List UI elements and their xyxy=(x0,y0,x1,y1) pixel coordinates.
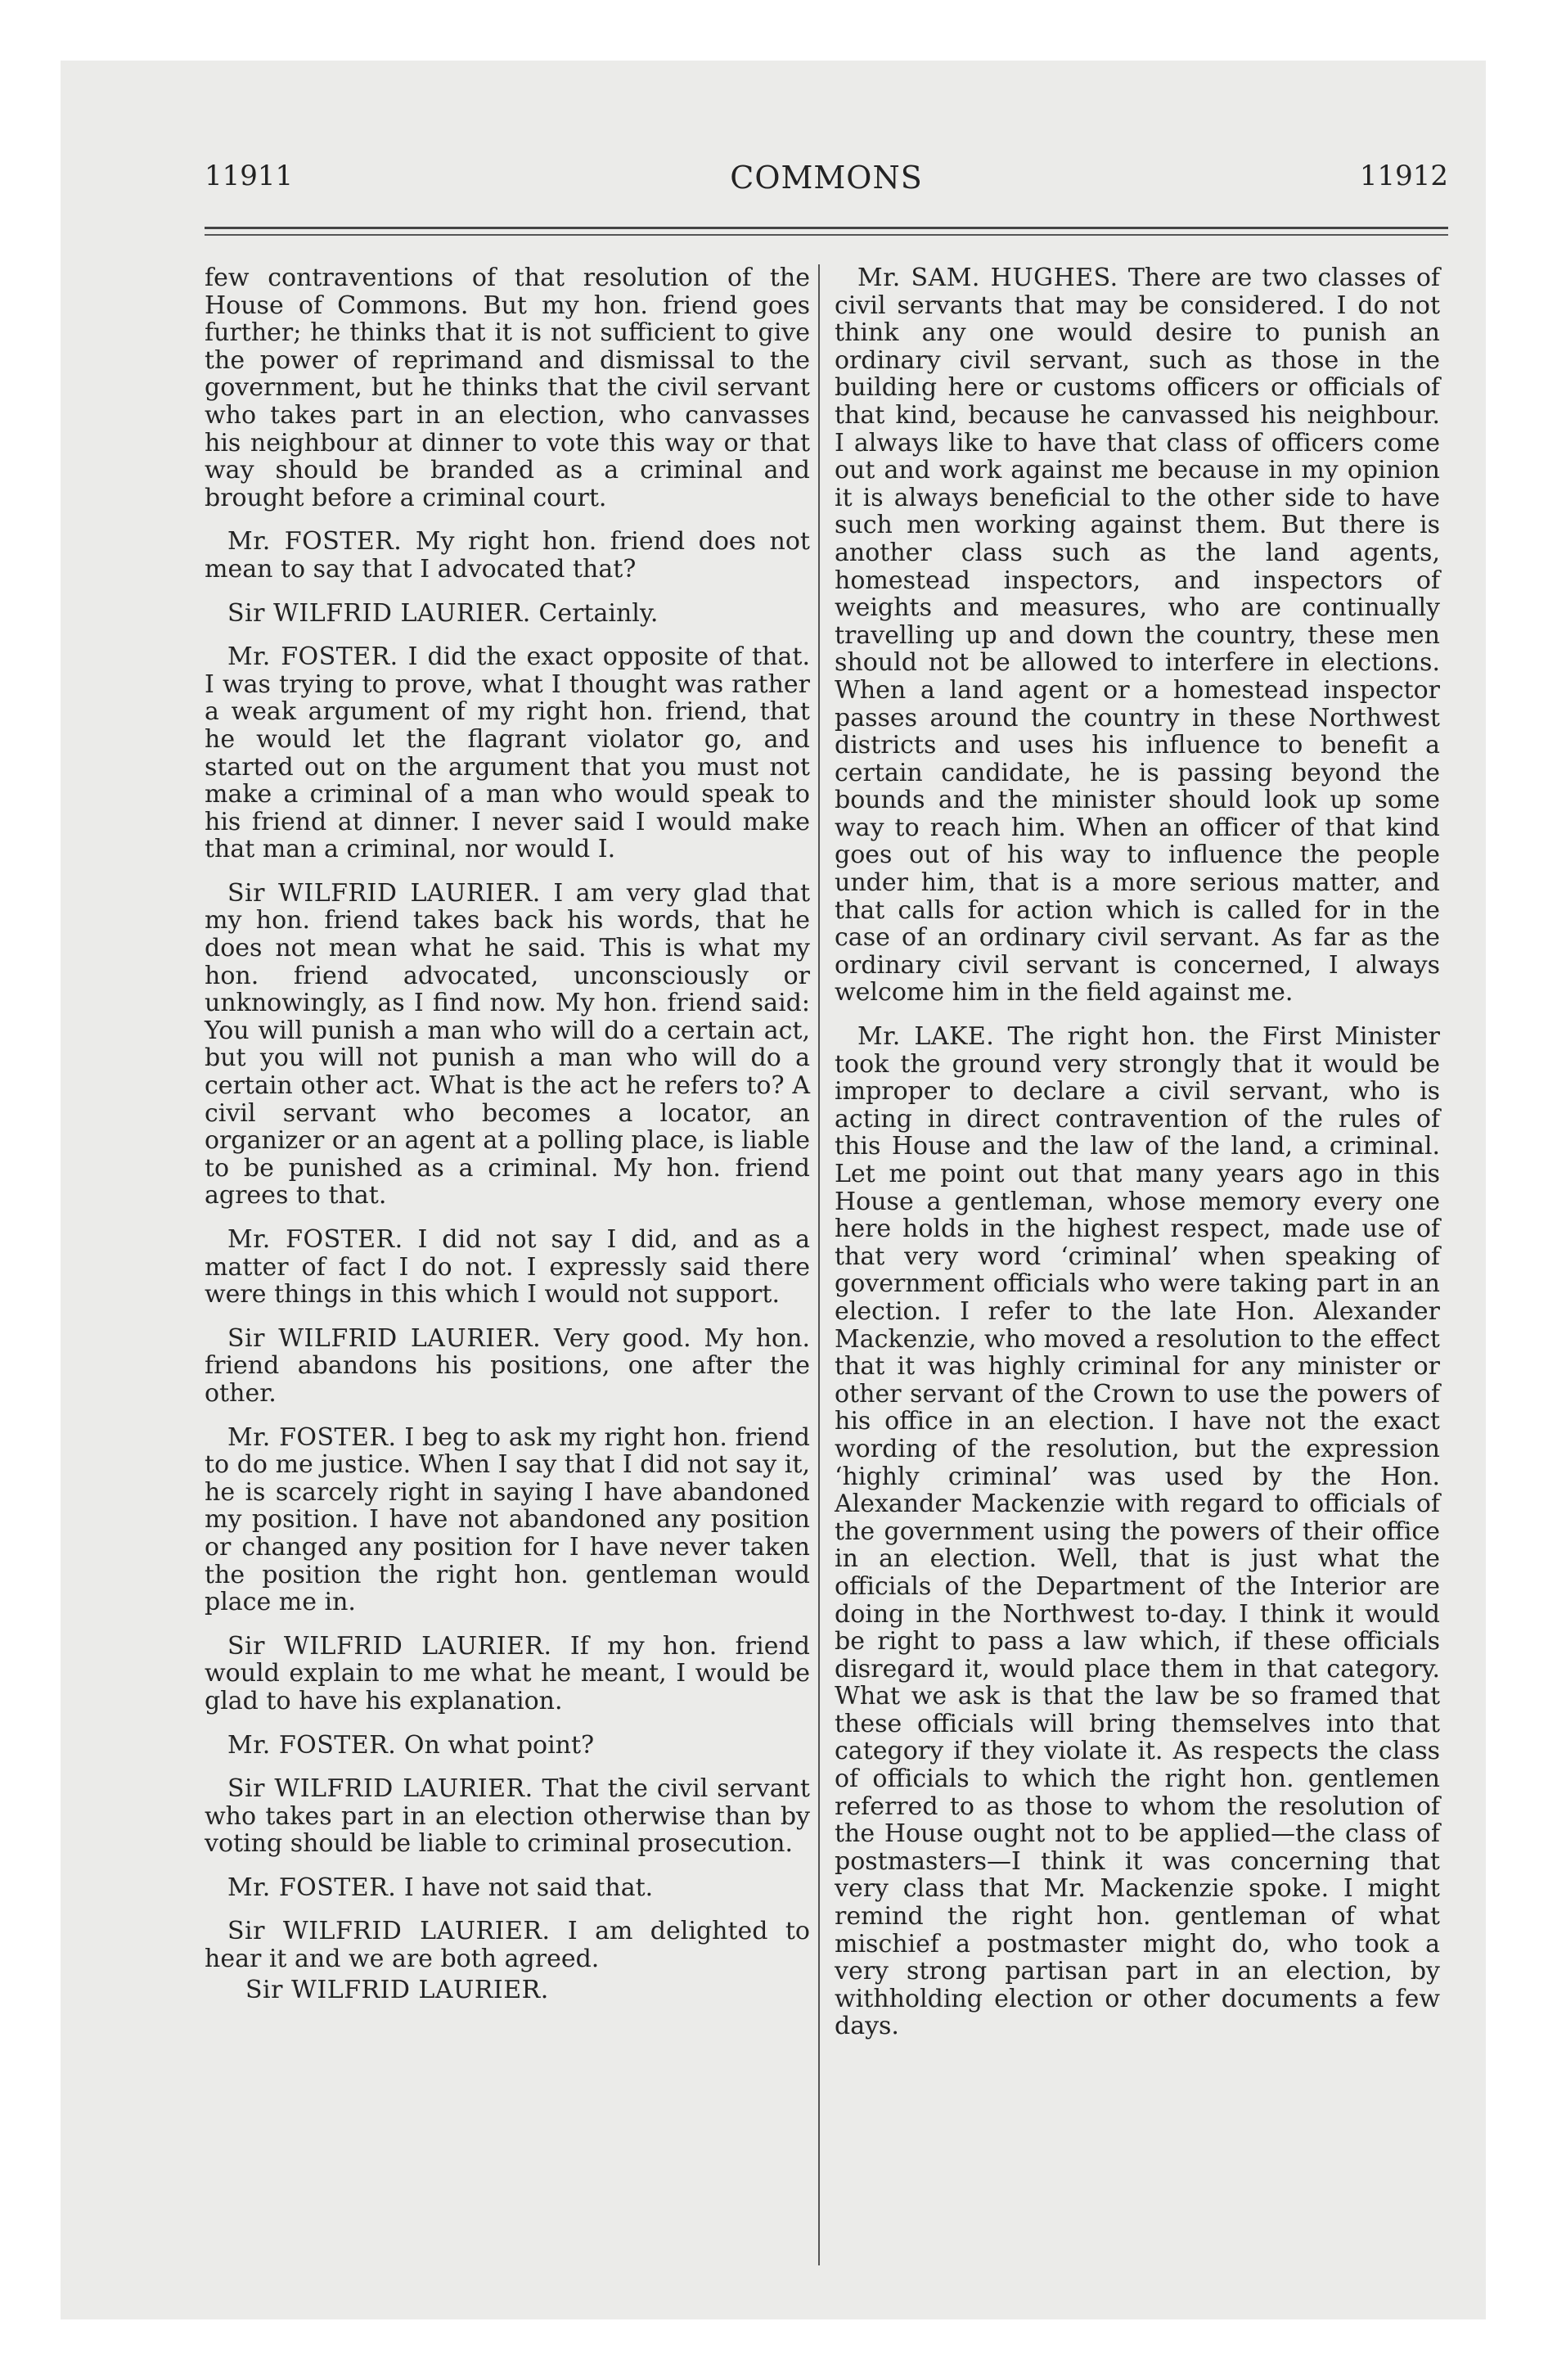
speech-text: On what point? xyxy=(403,1730,595,1760)
speech-text: I did the exact opposite of that. I was trying to prove, what I thought was rather a weak argument of my right hon. friend, that he would let the flagrant violator go, and started out on the argument that you must not make a criminal of a man who would speak to his friend at dinner. I never said I would make that man a criminal, nor would I. xyxy=(205,642,810,864)
paragraph xyxy=(205,1918,810,1972)
speech-text: My right hon. friend does not mean to say that I advocated that? xyxy=(205,527,810,584)
speaker-name: Mr. FOSTER. xyxy=(227,1730,397,1760)
speaker-name: Sir WILFRID LAURIER. xyxy=(227,1631,552,1661)
speaker-name: Mr. SAM. HUGHES. xyxy=(857,264,1118,292)
paragraph xyxy=(205,1325,810,1408)
paragraph xyxy=(205,264,810,512)
speech-text: The right hon. the First Minister took the ground very strongly that it would be improper to declare a civil servant, who is acting in direct contravention of the rules of this House and the law of the land, a criminal. Let me point out that many years ago in this House a gentleman, whose memory every one here holds in the highest respect, made use of that very word ‘criminal’ when speaking of government officials who were taking part in an election. I refer to the late Hon. Alexander Mackenzie, who moved a resolution to the effect that it was highly criminal for any minister or other servant of the Crown to use the powers of his office in an election. I have not the exact wording of the resolution, but the expression ‘highly criminal’ was used by the Hon. Alexander Mackenzie with regard to officials of the government using the powers of their office in an election. Well, that is just what the officials of the Department of the Interior are doing in the Northwest to-day. I think it would be right to pass a law which, if these officials disregard it, would place them in that category. What we ask is that the law be so framed that these officials will bring themselves into that category if they violate it. As respects the class of officials to which the right hon. gentlemen referred to as those to whom the resolution of the House ought not to be applied—the class of postmasters—I think it was concerning that very class that Mr. Mackenzie spoke. I might remind the right hon. gentleman of what mischief a postmaster might do, who took a very strong partisan part in an election, by withholding election or other documents a few days. xyxy=(835,1022,1440,2041)
page-number-left: 11911 xyxy=(205,160,294,192)
paragraph xyxy=(205,1226,810,1309)
speech-text: Very good. My hon. friend abandons his positions, one after the other. xyxy=(205,1323,810,1408)
hansard-page xyxy=(205,160,1448,2271)
speech-text: If my hon. friend would explain to me what he meant, I would be glad to have his explanation. xyxy=(205,1631,810,1715)
paragraph xyxy=(205,643,810,863)
paragraph xyxy=(835,264,1440,1007)
paragraph xyxy=(205,1874,810,1902)
speaker-name: Sir WILFRID LAURIER. xyxy=(227,1774,533,1804)
speech-text: There are two classes of civil servants that may be considered. I do not think any one would desire to punish an ordinary civil servant, such as those in the building here or customs officers or officials of that kind, because he canvassed his neighbour. I always like to have that class of officers come out and work against me because in my opinion it is always beneficial to the other side to have such men working against them. But there is another class such as the land agents, homestead inspectors, and inspectors of weights and measures, who are continually travelling up and down the country, these men should not be allowed to interfere in elections. When a land agent or a homestead inspector passes around the country in these Northwest districts and uses his influence to benefit a certain candidate, he is passing beyond the bounds and the minister should look up some way to reach him. When an officer of that kind goes out of his way to influence the people under him, that is a more serious matter, and that calls for action which is called for in the case of an ordinary civil servant. As far as the ordinary civil servant is concerned, I always welcome him in the field against me. xyxy=(835,264,1440,1007)
speech-text: That the civil servant who takes part in an election otherwise than by voting should be liable to criminal prosecution. xyxy=(205,1774,810,1859)
paragraph xyxy=(205,880,810,1210)
speech-text: I have not said that. xyxy=(403,1873,654,1902)
paragraph xyxy=(205,1732,810,1760)
speaker-name: Sir WILFRID LAURIER. xyxy=(227,1323,542,1353)
speech-text: I beg to ask my right hon. friend to do me justice. When I say that I did not say it, he is scarcely right in saying I have abandoned my position. I have not abandoned any position or changed any position for I have never taken the position the right hon. gentleman would place me in. xyxy=(205,1422,810,1617)
right-column xyxy=(828,264,1440,2265)
header-rule-top xyxy=(205,227,1448,229)
speaker-name: Mr. FOSTER. xyxy=(227,527,403,557)
speaker-name: Mr. FOSTER. xyxy=(227,1422,397,1452)
paragraph xyxy=(205,600,810,628)
page-number-right: 11912 xyxy=(1359,160,1448,192)
speech-text: I am delighted to hear it and we are both agreed. xyxy=(205,1917,810,1974)
speaker-name: Mr. LAKE. xyxy=(857,1022,995,1052)
paragraph xyxy=(205,528,810,583)
column-divider xyxy=(818,264,820,2265)
speaker-name: Sir WILFRID LAURIER. xyxy=(227,878,541,908)
paragraph xyxy=(835,1023,1440,2040)
paragraph xyxy=(205,1633,810,1715)
speaker-name: Sir WILFRID LAURIER. xyxy=(227,1917,551,1946)
speaker-name: Mr. FOSTER. xyxy=(227,1225,403,1254)
paragraph xyxy=(205,1424,810,1616)
page-header xyxy=(205,160,1448,217)
two-column-text xyxy=(205,264,1448,2265)
paragraph xyxy=(205,1775,810,1858)
speaker-name: Sir WILFRID LAURIER. xyxy=(227,598,531,628)
speech-text: Certainly. xyxy=(538,598,659,628)
speaker-name: Sir WILFRID LAURIER. xyxy=(245,1975,549,2004)
speaker-name: Mr. FOSTER. xyxy=(227,642,398,672)
speaker-name: Mr. FOSTER. xyxy=(227,1873,397,1902)
speech-text: I did not say I did, and as a matter of fact I do not. I expressly said there were things in this which I would not support. xyxy=(205,1225,810,1309)
left-column xyxy=(205,264,818,2265)
running-title: COMMONS xyxy=(730,160,923,196)
speech-text: I am very glad that my hon. friend takes back his words, that he does not mean what he said. This is what my hon. friend advocated, unconsciously or unknowingly, as I find now. My hon. friend said: You will punish a man who will do a certain act, but you will not punish a man who will do a certain other act. What is the act he refers to? A civil servant who becomes a locator, an organizer or an agent at a polling place, is liable to be punished as a criminal. My hon. friend agrees to that. xyxy=(205,878,810,1210)
header-rule-bottom xyxy=(205,234,1448,236)
paragraph xyxy=(205,1977,810,2004)
speech-text: few contraventions of that resolution of the House of Commons. But my hon. friend goes further; he thinks that it is not sufficient to give the power of reprimand and dismissal to the government, but he thinks that the civil servant who takes part in an election, who canvasses his neighbour at dinner to vote this way or that way should be branded as a criminal and brought before a criminal court. xyxy=(205,264,810,512)
